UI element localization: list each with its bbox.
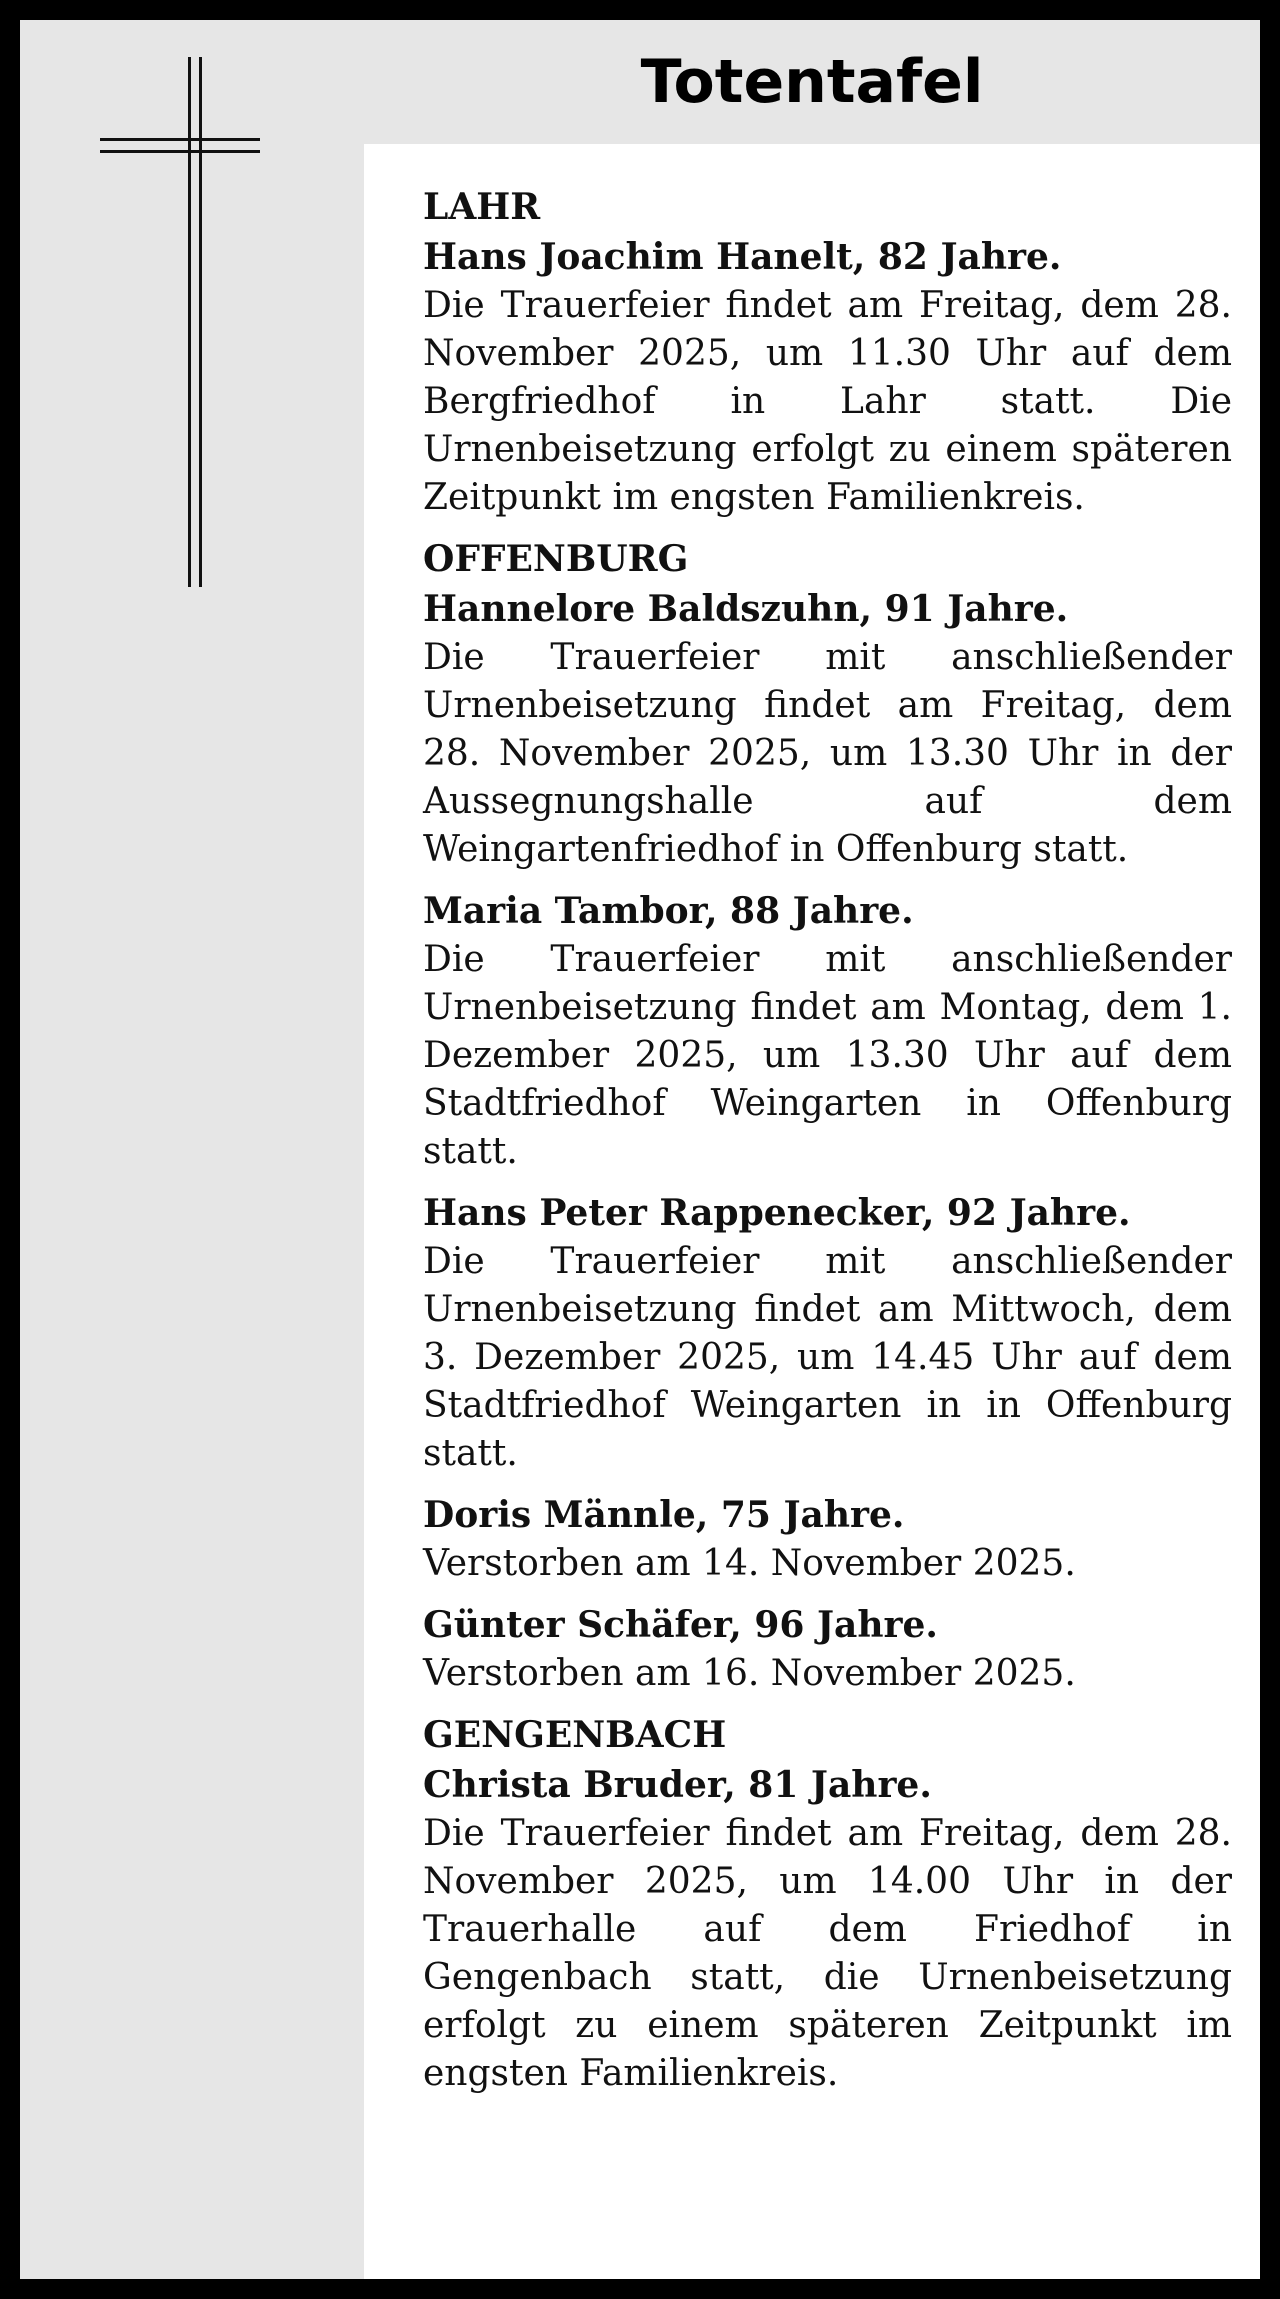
funeral-notice: Die Trauerfeier findet am Freitag, dem 28. November 2025, um 11.30 Uhr auf dem Bergfriedhof in Lahr statt. Die Urnenbeisetzung erfolgt zu einem späteren Zeitpunkt im engsten Familienkreis. (423, 285, 1232, 518)
death-notice: Verstorben am 16. November 2025. (423, 1653, 1076, 1694)
cross-icon (100, 57, 260, 587)
deceased-name: Hannelore Baldszuhn, 91 Jahre. (423, 588, 1069, 630)
page-title: Totentafel (640, 47, 984, 117)
obituary-list (364, 144, 1260, 2279)
deceased-name: Günter Schäfer, 96 Jahre. (423, 1604, 938, 1646)
funeral-notice: Die Trauerfeier findet am Freitag, dem 28. November 2025, um 14.00 Uhr in der Trauerhalle auf dem Friedhof in Gengenbach statt, die Urnenbeisetzung erfolgt zu einem späteren Zeitpunkt im engsten Familienkreis. (423, 1813, 1232, 2094)
deceased-name: Maria Tambor, 88 Jahre. (423, 890, 914, 932)
deceased-name: Doris Männle, 75 Jahre. (423, 1494, 905, 1536)
place-heading-gengenbach: GENGENBACH (423, 1714, 727, 1756)
funeral-notice: Die Trauerfeier mit anschließender Urnenbeisetzung findet am Mittwoch, dem 3. Dezember 2025, um 14.45 Uhr auf dem Stadtfriedhof Weingarten in in Offenburg statt. (423, 1241, 1232, 1474)
death-notice: Verstorben am 14. November 2025. (423, 1543, 1076, 1584)
obituary-board (20, 20, 1260, 2279)
funeral-notice: Die Trauerfeier mit anschließender Urnenbeisetzung findet am Freitag, dem 28. November 2025, um 13.30 Uhr in der Aussegnungshalle auf dem Weingartenfriedhof in Offenburg statt. (423, 637, 1232, 870)
deceased-name: Christa Bruder, 81 Jahre. (423, 1764, 932, 1806)
place-heading-offenburg: OFFENBURG (423, 538, 689, 580)
place-heading-lahr: LAHR (423, 186, 541, 228)
deceased-name: Hans Peter Rappenecker, 92 Jahre. (423, 1192, 1131, 1234)
deceased-name: Hans Joachim Hanelt, 82 Jahre. (423, 236, 1062, 278)
funeral-notice: Die Trauerfeier mit anschließender Urnenbeisetzung findet am Montag, dem 1. Dezember 2025, um 13.30 Uhr auf dem Stadtfriedhof Weingarten in Offenburg statt. (423, 939, 1232, 1172)
